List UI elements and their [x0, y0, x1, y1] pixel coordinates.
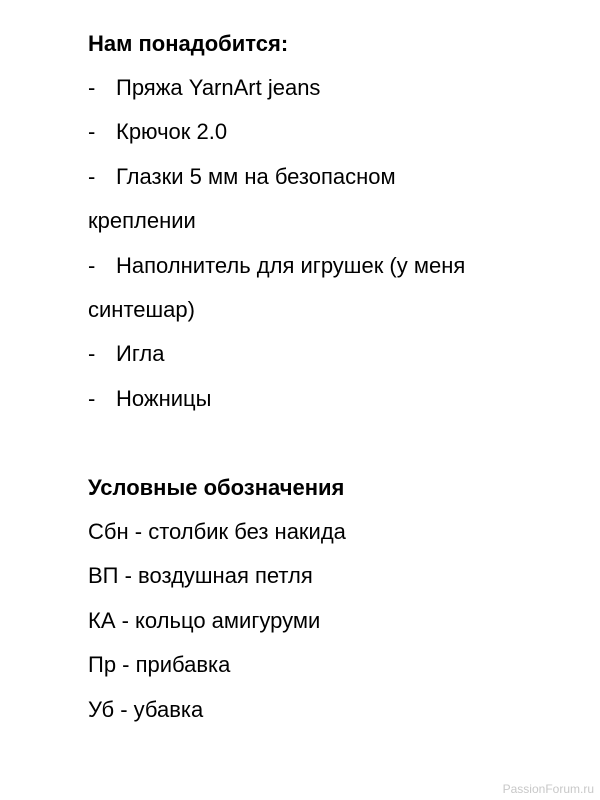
materials-item-hook: [88, 118, 227, 146]
materials-item-label: Ножницы: [116, 386, 212, 411]
site-watermark: PassionForum.ru: [502, 782, 594, 796]
materials-item-needle: [88, 340, 164, 368]
materials-item-label: Крючок 2.0: [116, 119, 228, 144]
materials-item-label: Глазки 5 мм на безопасном: [116, 164, 396, 189]
legend-entry: ВП - воздушная петля: [88, 563, 313, 588]
list-dash: -: [88, 253, 96, 278]
materials-heading: Нам понадобится:: [88, 31, 289, 56]
materials-item-scissors: [88, 385, 211, 413]
materials-item-label: Пряжа YarnArt jeans: [116, 75, 321, 100]
legend-entry: КА - кольцо амигуруми: [88, 608, 321, 633]
list-dash: -: [88, 75, 96, 100]
materials-item-stuffing-continuation: синтешар): [88, 297, 195, 322]
materials-item-stuffing: [88, 252, 465, 280]
legend-heading: Условные обозначения: [88, 475, 345, 500]
list-dash: -: [88, 386, 96, 411]
materials-item-yarn: [88, 74, 320, 102]
materials-item-eyes-continuation: креплении: [88, 208, 196, 233]
legend-entry: Сбн - столбик без накида: [88, 519, 346, 544]
legend-entry: Пр - прибавка: [88, 652, 231, 677]
materials-item-label: Наполнитель для игрушек (у меня: [116, 253, 466, 278]
materials-item-eyes: [88, 163, 396, 191]
list-dash: -: [88, 341, 96, 366]
legend-entry: Уб - убавка: [88, 697, 204, 722]
list-dash: -: [88, 164, 96, 189]
materials-item-label: Игла: [116, 341, 165, 366]
list-dash: -: [88, 119, 96, 144]
